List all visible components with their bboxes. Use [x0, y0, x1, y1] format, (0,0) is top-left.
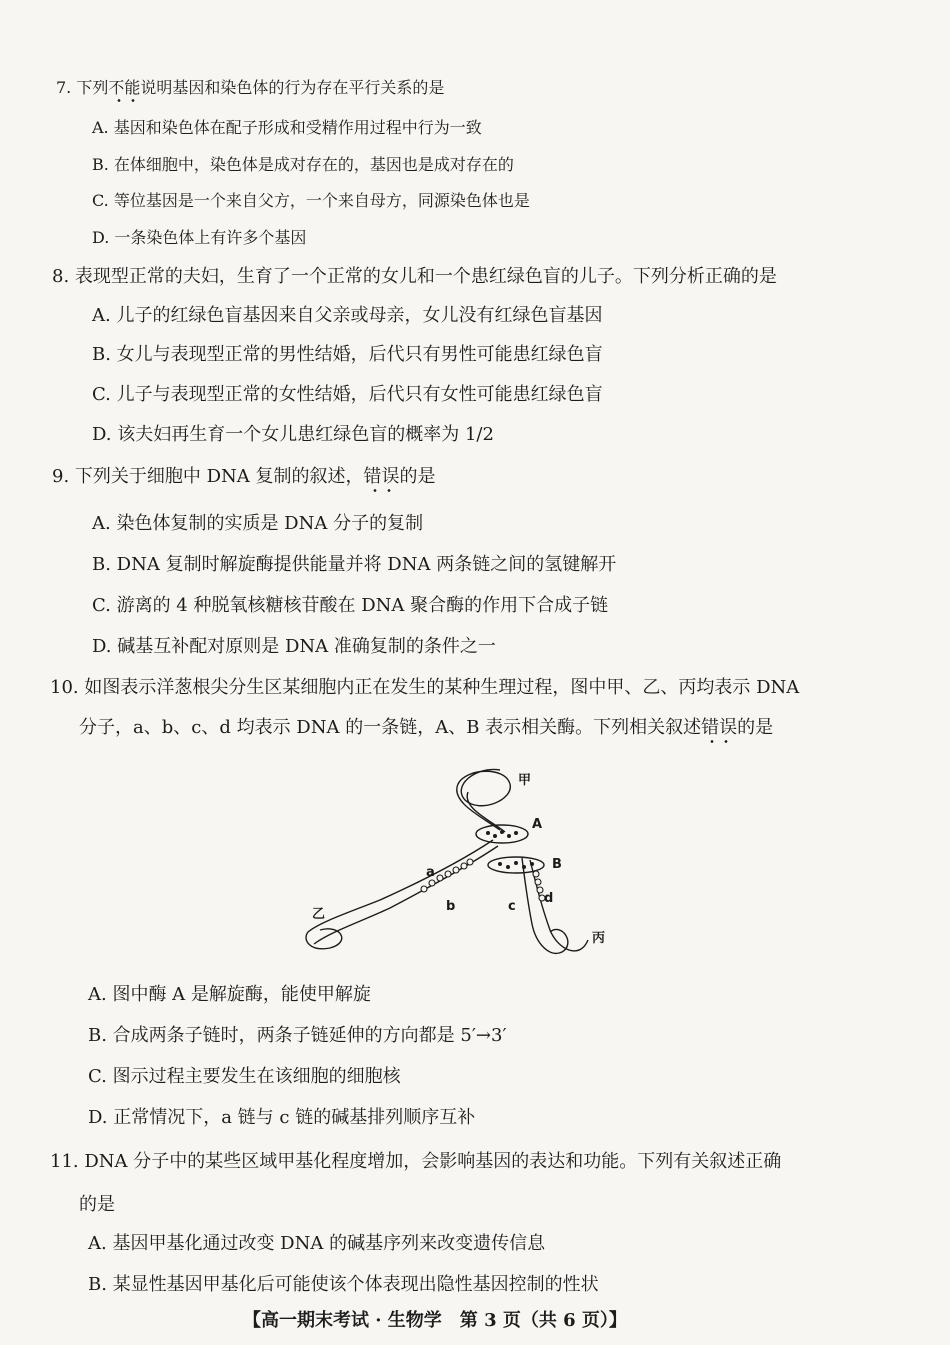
enzyme-dot [514, 831, 518, 835]
q7-option-d: D. 一条染色体上有许多个基因 [92, 228, 307, 247]
q7-option-a: A. 基因和染色体在配子形成和受精作用过程中行为一致 [92, 118, 482, 137]
enzyme-dot [522, 865, 526, 869]
label-jia: 甲 [518, 773, 532, 788]
enzyme-b-dots [498, 861, 534, 869]
q9-option-d: D. 碱基互补配对原则是 DNA 准确复制的条件之一 [92, 636, 496, 657]
enzyme-dot [498, 862, 502, 866]
label-strand-c: c [508, 899, 516, 914]
q10-stem-post: 的是 [737, 717, 774, 738]
q8-option-a: A. 儿子的红绿色盲基因来自父亲或母亲，女儿没有红绿色盲基因 [92, 305, 603, 326]
q10-option-b: B. 合成两条子链时，两条子链延伸的方向都是 5′→3′ [88, 1025, 507, 1046]
question-11-stem-line2: 的是 [79, 1194, 115, 1215]
enzyme-dot [506, 865, 510, 869]
q10-stem-pre: 分子，a、b、c、d 均表示 DNA 的一条链，A、B 表示相关酶。下列相关叙述 [79, 717, 702, 738]
label-enzyme-a: A [532, 817, 543, 832]
nucleotide-circle [467, 859, 473, 865]
nucleotide-circle [421, 886, 427, 892]
enzyme-a-dots [486, 830, 518, 838]
q9-stem-post: 的是 [399, 466, 436, 487]
q8-option-c: C. 儿子与表现型正常的女性结婚，后代只有女性可能患红绿色盲 [92, 384, 603, 405]
label-strand-d: d [544, 891, 554, 906]
q7-stem-pre: 7. 下列 [56, 78, 109, 97]
question-7-stem [56, 76, 444, 100]
nucleotide-circle [453, 867, 459, 873]
q10-option-a: A. 图中酶 A 是解旋酶，能使甲解旋 [88, 984, 371, 1005]
label-strand-b: b [446, 899, 456, 914]
q7-stem-post: 说明基因和染色体的行为存在平行关系的是 [140, 78, 445, 97]
nucleotide-circle [429, 880, 435, 886]
q7-option-c: C. 等位基因是一个来自父方，一个来自母方，同源染色体也是 [92, 191, 530, 210]
q9-stem-pre: 9. 下列关于细胞中 DNA 复制的叙述， [52, 466, 364, 487]
nucleotide-circle [533, 871, 539, 877]
nucleotide-circle [437, 875, 443, 881]
nucleotide-circle [461, 863, 467, 869]
enzyme-dot [530, 862, 534, 866]
q8-option-b: B. 女儿与表现型正常的男性结婚，后代只有男性可能患红绿色盲 [92, 344, 603, 365]
label-bing: 丙 [592, 931, 606, 946]
q7-option-b: B. 在体细胞中，染色体是成对存在的，基因也是成对存在的 [92, 155, 514, 174]
question-9-stem [52, 465, 436, 489]
label-strand-a: a [426, 865, 435, 880]
question-11-stem-line1: 11. DNA 分子中的某些区域甲基化程度增加，会影响基因的表达和功能。下列有关叙述正确 [50, 1151, 782, 1172]
question-10-stem-line1: 10. 如图表示洋葱根尖分生区某细胞内正在发生的某种生理过程，图中甲、乙、丙均表示 DNA [50, 677, 800, 698]
q10-emphasis: 错误 [701, 717, 738, 738]
nucleotide-circle [535, 879, 541, 885]
q9-option-a: A. 染色体复制的实质是 DNA 分子的复制 [92, 513, 424, 534]
q11-option-a: A. 基因甲基化通过改变 DNA 的碱基序列来改变遗传信息 [88, 1233, 546, 1254]
q11-option-b: B. 某显性基因甲基化后可能使该个体表现出隐性基因控制的性状 [88, 1274, 599, 1295]
enzyme-dot [500, 830, 504, 834]
helix-jia [457, 769, 511, 830]
label-yi: 乙 [312, 907, 326, 922]
q9-option-b: B. DNA 复制时解旋酶提供能量并将 DNA 两条链之间的氢键解开 [92, 554, 617, 575]
question-10-stem-line2 [79, 716, 773, 740]
page-footer: 【高一期末考试 · 生物学 第 3 页（共 6 页）】 [243, 1310, 627, 1331]
label-enzyme-b: B [552, 857, 562, 872]
dna-strands [306, 769, 588, 953]
q7-emphasis: 不能 [108, 78, 141, 97]
q9-emphasis: 错误 [363, 466, 400, 487]
nucleotide-circle [537, 887, 543, 893]
q9-option-c: C. 游离的 4 种脱氧核糖核苷酸在 DNA 聚合酶的作用下合成子链 [92, 595, 609, 616]
enzyme-dot [514, 861, 518, 865]
nucleotide-circle [445, 871, 451, 877]
q10-option-c: C. 图示过程主要发生在该细胞的细胞核 [88, 1066, 401, 1087]
question-8-stem: 8. 表现型正常的夫妇，生育了一个正常的女儿和一个患红绿色盲的儿子。下列分析正确的是 [52, 266, 777, 287]
dna-replication-figure [300, 762, 630, 967]
enzyme-dot [486, 831, 490, 835]
enzyme-dot [493, 834, 497, 838]
enzyme-dot [507, 834, 511, 838]
q10-option-d: D. 正常情况下，a 链与 c 链的碱基排列顺序互补 [88, 1107, 476, 1128]
q8-option-d: D. 该夫妇再生育一个女儿患红绿色盲的概率为 1/2 [92, 424, 494, 445]
